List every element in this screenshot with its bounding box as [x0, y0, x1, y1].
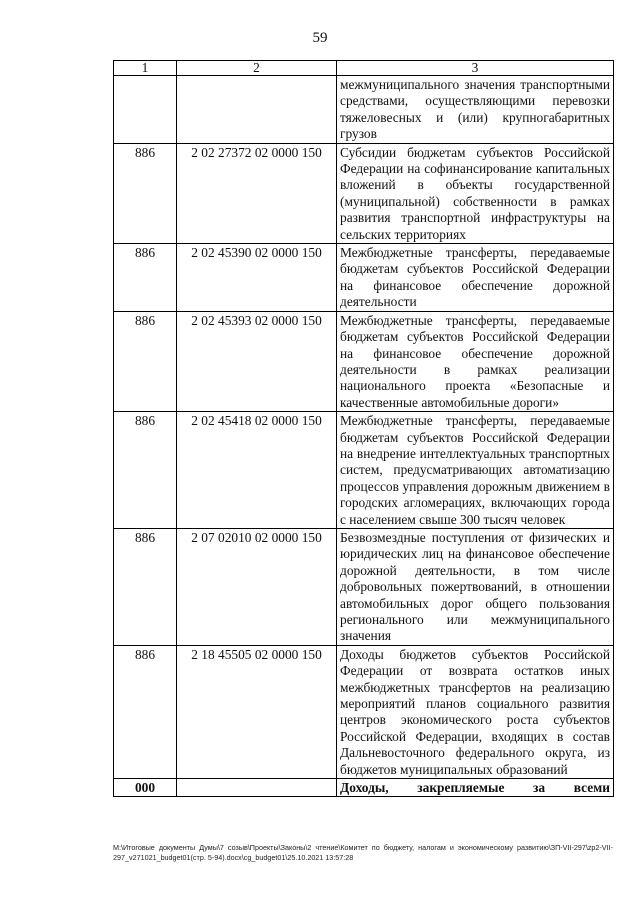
table-header-row: [114, 61, 614, 76]
revenue-name-cell: Безвозмездные поступления от физических и юридических лиц на финансовое обеспечение дорожной деятельности, в том числе добровольных пожертвований, в отношении автомобильных дорог общего пользования регионального или межмуниципального значения: [337, 528, 614, 645]
kbk-code-cell: 2 02 27372 02 0000 150: [177, 143, 337, 243]
kbk-code-cell: [177, 76, 337, 144]
table-row: [114, 244, 614, 312]
revenue-name-cell: Межбюджетные трансферты, передаваемые бюджетам субъектов Российской Федерации на финансовое обеспечение дорожной деятельности в рамках реализации национального проекта «Безопасные и качественные автомобильные дороги»: [337, 311, 614, 411]
revenue-name-cell: Субсидии бюджетам субъектов Российской Федерации на софинансирование капитальных вложений в объекты государственной (муниципальной) собственности в рамках развития транспортной инфраструктуры на сельских территориях: [337, 143, 614, 243]
total-name-cell: Доходы, закрепляемые за всеми: [337, 779, 614, 797]
kbk-code-cell: 2 02 45393 02 0000 150: [177, 311, 337, 411]
column-header-3: 3: [337, 61, 614, 76]
table-row: [114, 528, 614, 645]
table-row: [114, 311, 614, 411]
page-number: 59: [312, 30, 328, 46]
table-row: [114, 645, 614, 778]
kbk-code-cell: 2 18 45505 02 0000 150: [177, 645, 337, 778]
admin-code-cell: 886: [114, 645, 177, 778]
column-header-1: 1: [114, 61, 177, 76]
total-row: [114, 779, 614, 797]
admin-code-cell: 886: [114, 143, 177, 243]
kbk-code-cell: 2 07 02010 02 0000 150: [177, 528, 337, 645]
table-row: [114, 412, 614, 529]
kbk-code-cell: 2 02 45390 02 0000 150: [177, 244, 337, 312]
admin-code-cell: 886: [114, 244, 177, 312]
revenue-name-cell: Межбюджетные трансферты, передаваемые бюджетам субъектов Российской Федерации на финансовое обеспечение дорожной деятельности: [337, 244, 614, 312]
total-kbk-cell: [177, 779, 337, 797]
column-header-2: 2: [177, 61, 337, 76]
revenue-name-cell: Доходы бюджетов субъектов Российской Федерации от возврата остатков иных межбюджетных трансфертов на реализацию мероприятий планов социального развития центров экономического роста субъектов Российской Федерации, входящих в состав Дальневосточного федерального округа, из бюджетов муниципальных образований: [337, 645, 614, 778]
admin-code-cell: 886: [114, 311, 177, 411]
revenue-name-cell: межмуниципального значения транспортными средствами, осуществляющими перевозки тяжеловесных и (или) крупногабаритных грузов: [337, 76, 614, 144]
admin-code-cell: 886: [114, 528, 177, 645]
admin-code-cell: [114, 76, 177, 144]
revenue-name-cell: Межбюджетные трансферты, передаваемые бюджетам субъектов Российской Федерации на внедрение интеллектуальных транспортных систем, предусматривающих автоматизацию процессов управления дорожным движением в городских агломерациях, включающих города с населением свыше 300 тысяч человек: [337, 412, 614, 529]
revenue-table: [113, 60, 614, 797]
admin-code-cell: 886: [114, 412, 177, 529]
file-path-footer: M:\Итоговые документы Думы\7 созыв\Проекты\Законы\2 чтение\Комитет по бюджету, налогам и экономическому развитию\ЗП-VII-297\zp2-VII-297_v271021_budget01(стр. 5-94).docx\сg_budget01\25.10.2021 13:57:28: [113, 843, 613, 862]
table-row: [114, 143, 614, 243]
total-code-cell: 000: [114, 779, 177, 797]
table-row: [114, 76, 614, 144]
kbk-code-cell: 2 02 45418 02 0000 150: [177, 412, 337, 529]
